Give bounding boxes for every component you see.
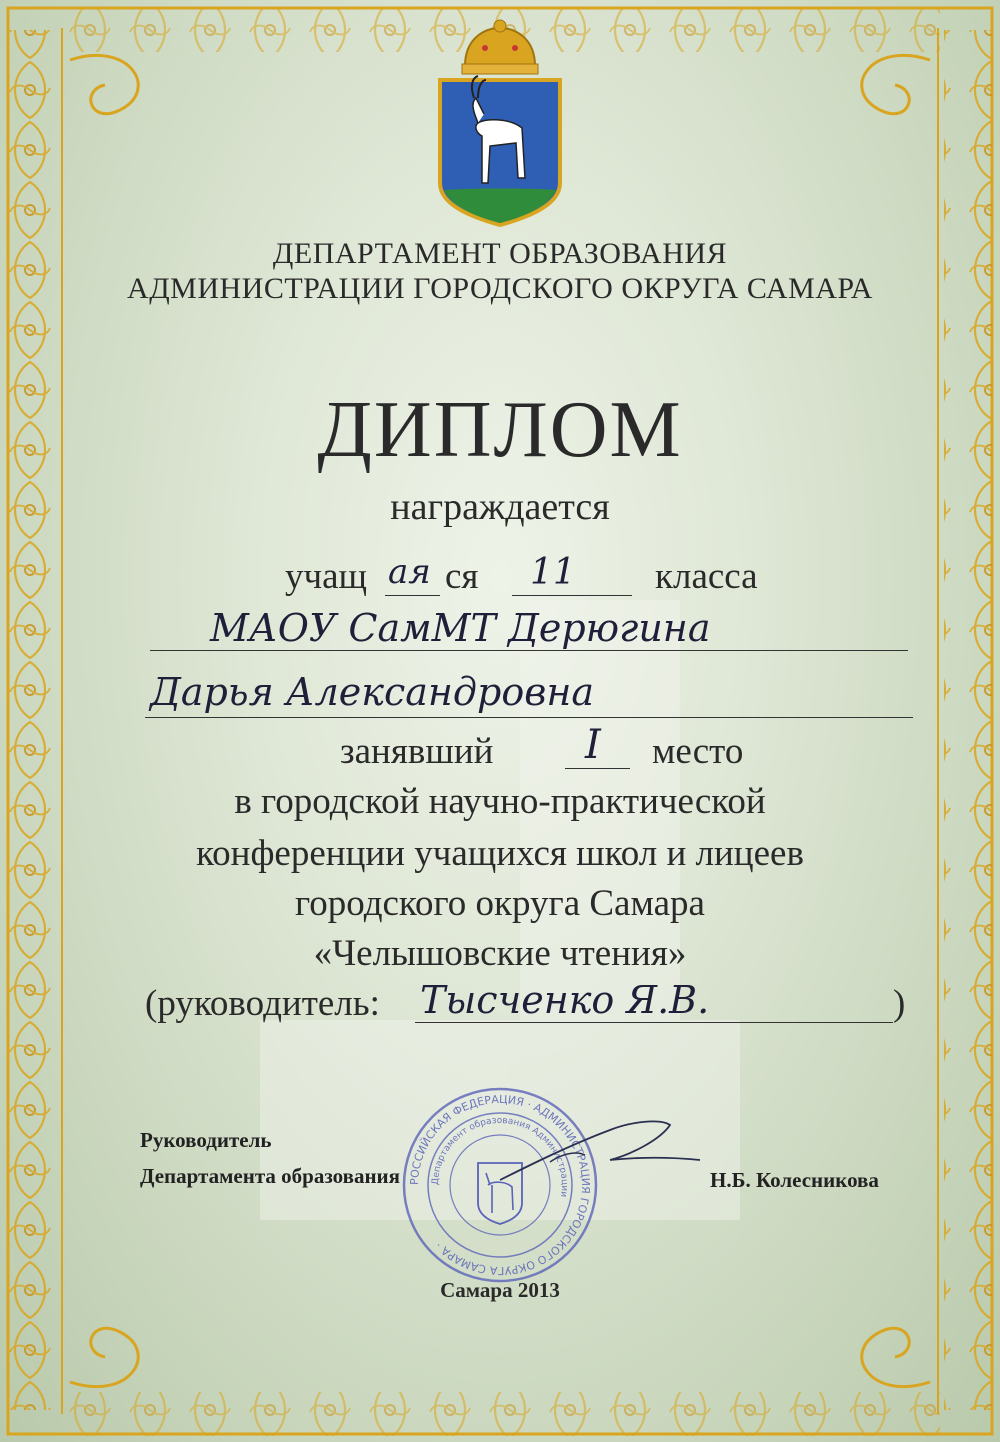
stamp-outer-text: РОССИЙСКАЯ ФЕДЕРАЦИЯ · АДМИНИСТРАЦИЯ ГОРОДСКОГО ОКРУГА САМАРА · <box>407 1092 593 1278</box>
event-line-3: городского округа Самара <box>295 883 705 924</box>
school-and-surname: МАОУ СамМТ Дерюгина <box>210 606 711 650</box>
supervisor-close: ) <box>893 983 906 1024</box>
awarded-label: награждается <box>390 486 610 528</box>
student-prefix: учащ <box>285 556 368 597</box>
grade-word: класса <box>655 556 758 597</box>
coat-of-arms-icon <box>430 18 570 228</box>
grade-value: 11 <box>530 552 576 593</box>
supervisor-name: Тысченко Я.В. <box>420 978 710 1022</box>
diploma-title: ДИПЛОМ <box>317 386 683 474</box>
placed-label: занявший <box>340 731 494 772</box>
student-ending: ая <box>388 552 431 592</box>
place-value: I <box>585 722 601 768</box>
student-suffix: ся <box>445 556 479 597</box>
signature-role-line-2: Департамента образования <box>140 1164 401 1188</box>
department-line-1: ДЕПАРТАМЕНТ ОБРАЗОВАНИЯ <box>272 237 728 270</box>
signature-name: Н.Б. Колесникова <box>710 1168 879 1192</box>
student-name: Дарья Александровна <box>150 670 595 714</box>
event-line-2: конференции учащихся школ и лицеев <box>196 833 804 874</box>
city-year: Самара 2013 <box>440 1278 560 1302</box>
place-word: место <box>652 731 744 772</box>
stamp-inner-text: Департамент образования Администрации <box>430 1115 570 1198</box>
event-line-1: в городской научно-практической <box>234 781 766 822</box>
event-line-4: «Челышовские чтения» <box>313 933 687 974</box>
supervisor-label: (руководитель: <box>145 983 380 1024</box>
department-line-2: АДМИНИСТРАЦИИ ГОРОДСКОГО ОКРУГА САМАРА <box>127 272 873 305</box>
signature-role-line-1: Руководитель <box>140 1128 272 1152</box>
signature-icon <box>490 1110 710 1190</box>
